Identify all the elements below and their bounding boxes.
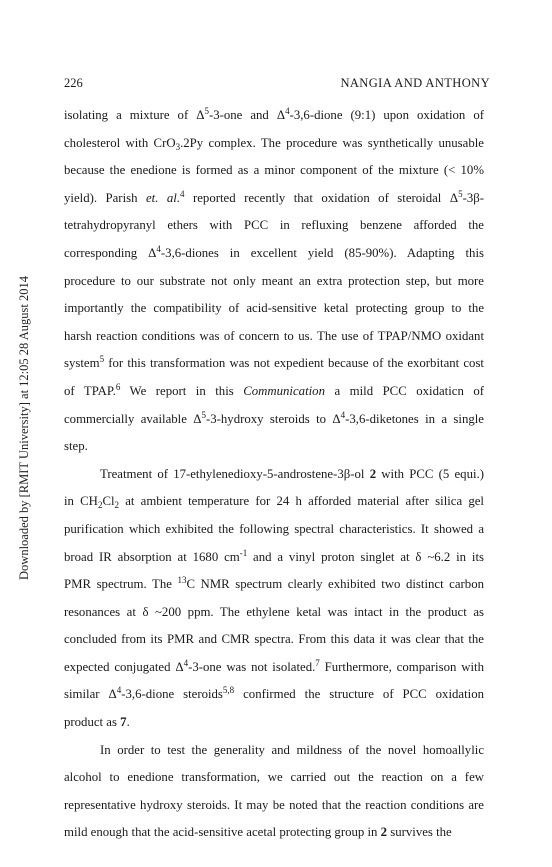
text-line: step. bbox=[64, 439, 88, 454]
text-line: yield). Parish et. al.$^4$ reported recently that oxidation of steroidal $\Delta^5-3\beta-$ bbox=[64, 188, 484, 205]
text-line: tetrahydropyranyl ethers with PCC in refluxing benzene afforded the bbox=[64, 218, 484, 233]
text-line: product as 7. bbox=[64, 715, 130, 730]
text-line: broad IR absorption at 1680 $cm^{-1}$ and a vinyl proton singlet at δ ~6.2 in its bbox=[64, 547, 484, 564]
text-line: PMR spectrum. The $^{13}$C NMR spectrum clearly exhibited two distinct carbon bbox=[64, 575, 484, 592]
text-line: Treatment of 17-ethylenedioxy-5-androstene-3β-ol 2 with PCC (5 equi.) bbox=[100, 466, 484, 481]
page-number: 226 bbox=[64, 76, 83, 90]
body-text bbox=[64, 102, 484, 847]
text-line: corresponding $\Delta^4-3,6$-diones in excellent yield (85-90%). Adapting this bbox=[64, 243, 484, 260]
text-line: importantly the compatibility of acid-sensitive ketal protecting group to the bbox=[64, 301, 484, 316]
running-head: NANGIA AND ANTHONY bbox=[340, 76, 490, 90]
text-line: mild enough that the acid-sensitive acetal protecting group in 2 survives the bbox=[64, 825, 452, 840]
text-line: because the enedione is formed as a minor component of the mixture (< 10% bbox=[64, 163, 484, 178]
text-line: similar $\Delta^4-3,6$-dione steroids$^{5,8}$ confirmed the structure of PCC oxidation bbox=[64, 685, 484, 702]
text-line: resonances at δ ~200 ppm. The ethylene ketal was intact in the product as bbox=[64, 604, 484, 619]
text-line: harsh reaction conditions was of concern to us. The use of TPAP/NMO oxidant bbox=[64, 328, 484, 343]
text-line: alcohol to enedione transformation, we carried out the reaction on a few bbox=[64, 770, 484, 785]
text-line: in $CH_2Cl_2$ at ambient temperature for 24 h afforded material after silica gel bbox=[64, 494, 484, 511]
text-line: purification which exhibited the following spectral characteristics. It showed a bbox=[64, 521, 484, 536]
text-line: of TPAP.$^6$ We report in this Communication a mild PCC oxidaticn of bbox=[64, 381, 484, 398]
text-line: procedure to our substrate not only meant an extra protection step, but more bbox=[64, 273, 484, 288]
text-line: representative hydroxy steroids. It may be noted that the reaction conditions are bbox=[64, 797, 484, 812]
text-line: isolating a mixture of $\Delta^5-3$-one and $\Delta^4-3,6$-dione (9:1) upon oxidation of bbox=[64, 106, 484, 122]
text-line: concluded from its PMR and CMR spectra. From this data it was clear that the bbox=[64, 632, 484, 647]
text-line: expected conjugated $\Delta^4-3$-one was not isolated.$^7$ Furthermore, comparison with bbox=[64, 657, 484, 674]
text-line: system$^5$ for this transformation was not expedient because of the exorbitant cost bbox=[64, 354, 484, 371]
text-line: In order to test the generality and mildness of the novel homoallylic bbox=[100, 742, 484, 757]
text-line: commercially available $\Delta^5-3$-hydroxy steroids to $\Delta^4-3,6$-diketones in a single bbox=[64, 409, 484, 426]
text-line: cholesterol with CrO$_3$.2Py complex. The procedure was synthetically unusable bbox=[64, 135, 484, 152]
download-watermark: Downloaded by [RMIT University] at 12:05 28 August 2014 bbox=[17, 276, 31, 580]
